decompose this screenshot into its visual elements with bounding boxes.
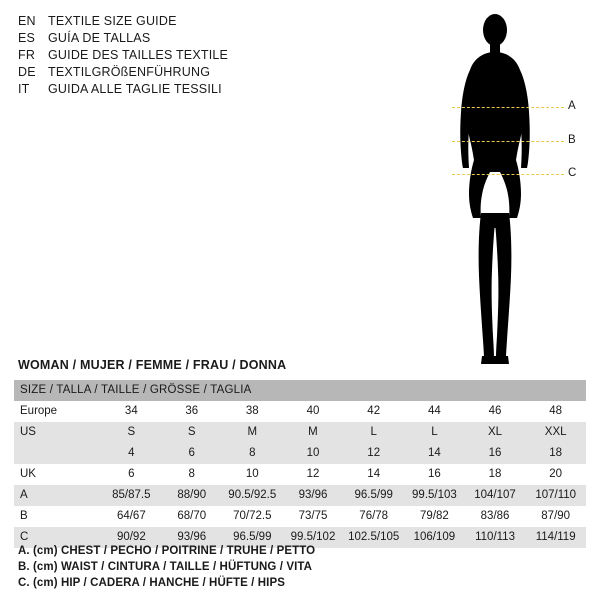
cell: 18 — [525, 443, 586, 464]
cell: 93/96 — [283, 485, 344, 506]
cell: 76/78 — [343, 506, 404, 527]
measure-label-c: C — [568, 167, 577, 179]
measure-line-c — [452, 174, 564, 175]
cell: 64/67 — [101, 506, 162, 527]
cell: 79/82 — [404, 506, 465, 527]
cell: 106/109 — [404, 527, 465, 548]
table-row — [14, 422, 586, 443]
cell: 10 — [222, 464, 283, 485]
measure-label-a: A — [568, 100, 576, 112]
cell: 73/75 — [283, 506, 344, 527]
cell: 83/86 — [465, 506, 526, 527]
cell: 93/96 — [162, 527, 222, 548]
cell: M — [283, 422, 344, 443]
cell: 12 — [343, 443, 404, 464]
table-row — [14, 464, 586, 485]
row-label: Europe — [14, 401, 101, 422]
cell: S — [101, 422, 162, 443]
language-row — [18, 48, 348, 65]
language-title: GUIDA ALLE TAGLIE TESSILI — [48, 82, 222, 96]
cell: M — [222, 422, 283, 443]
language-row — [18, 31, 348, 48]
cell: 90.5/92.5 — [222, 485, 283, 506]
cell: 68/70 — [162, 506, 222, 527]
cell: 38 — [222, 401, 283, 422]
language-row — [18, 65, 348, 82]
cell: 110/113 — [465, 527, 526, 548]
table-header-label: SIZE / TALLA / TAILLE / GRÖSSE / TAGLIA — [14, 380, 586, 401]
section-title: WOMAN / MUJER / FEMME / FRAU / DONNA — [18, 358, 287, 372]
cell: 16 — [465, 443, 526, 464]
language-title: GUÍA DE TALLAS — [48, 31, 151, 45]
table-row — [14, 485, 586, 506]
row-label: US — [14, 422, 101, 443]
cell: 44 — [404, 401, 465, 422]
cell: 102.5/105 — [343, 527, 404, 548]
cell: 107/110 — [525, 485, 586, 506]
cell: 14 — [404, 443, 465, 464]
table-row — [14, 506, 586, 527]
table-row — [14, 401, 586, 422]
footnote-a: A. (cm) CHEST / PECHO / POITRINE / TRUHE / PETTO — [18, 545, 316, 557]
cell: 85/87.5 — [101, 485, 162, 506]
cell: 96.5/99 — [343, 485, 404, 506]
row-label — [14, 443, 101, 464]
cell: 10 — [283, 443, 344, 464]
table-row — [14, 443, 586, 464]
cell: 46 — [465, 401, 526, 422]
cell: 99.5/102 — [283, 527, 344, 548]
language-row — [18, 82, 348, 99]
cell: 8 — [162, 464, 222, 485]
cell: 40 — [283, 401, 344, 422]
cell: 99.5/103 — [404, 485, 465, 506]
row-label: C — [14, 527, 101, 548]
cell: 12 — [283, 464, 344, 485]
footnote-b: B. (cm) WAIST / CINTURA / TAILLE / HÜFTUNG / VITA — [18, 561, 313, 573]
row-label: A — [14, 485, 101, 506]
cell: 6 — [162, 443, 222, 464]
language-title: GUIDE DES TAILLES TEXTILE — [48, 48, 229, 62]
measure-line-b — [452, 141, 564, 142]
female-silhouette-icon — [440, 8, 550, 368]
footnote-c: C. (cm) HIP / CADERA / HANCHE / HÜFTE / HIPS — [18, 577, 286, 589]
cell: 114/119 — [525, 527, 586, 548]
table-header-row — [14, 380, 586, 401]
cell: 20 — [525, 464, 586, 485]
language-code: ES — [18, 31, 36, 45]
measure-label-b: B — [568, 134, 576, 146]
cell: S — [162, 422, 222, 443]
cell: 48 — [525, 401, 586, 422]
language-code: DE — [18, 65, 36, 79]
cell: 4 — [101, 443, 162, 464]
language-code: FR — [18, 48, 36, 62]
cell: 88/90 — [162, 485, 222, 506]
language-list — [18, 14, 348, 99]
cell: L — [343, 422, 404, 443]
row-label: UK — [14, 464, 101, 485]
language-row — [18, 14, 348, 31]
size-table — [14, 380, 586, 548]
cell: 96.5/99 — [222, 527, 283, 548]
cell: 87/90 — [525, 506, 586, 527]
cell: 18 — [465, 464, 526, 485]
footnote-list — [18, 543, 578, 591]
language-title: TEXTILE SIZE GUIDE — [48, 14, 177, 28]
body-figure — [380, 8, 590, 368]
language-title: TEXTILGRÖßENFÜHRUNG — [48, 65, 211, 79]
row-label: B — [14, 506, 101, 527]
cell: 34 — [101, 401, 162, 422]
language-code: IT — [18, 82, 30, 96]
cell: 42 — [343, 401, 404, 422]
cell: 16 — [404, 464, 465, 485]
cell: 6 — [101, 464, 162, 485]
cell: 8 — [222, 443, 283, 464]
cell: XXL — [525, 422, 586, 443]
language-code: EN — [18, 14, 36, 28]
cell: 14 — [343, 464, 404, 485]
cell: 104/107 — [465, 485, 526, 506]
cell: 36 — [162, 401, 222, 422]
cell: L — [404, 422, 465, 443]
cell: 90/92 — [101, 527, 162, 548]
cell: XL — [465, 422, 526, 443]
cell: 70/72.5 — [222, 506, 283, 527]
measure-line-a — [452, 107, 564, 108]
